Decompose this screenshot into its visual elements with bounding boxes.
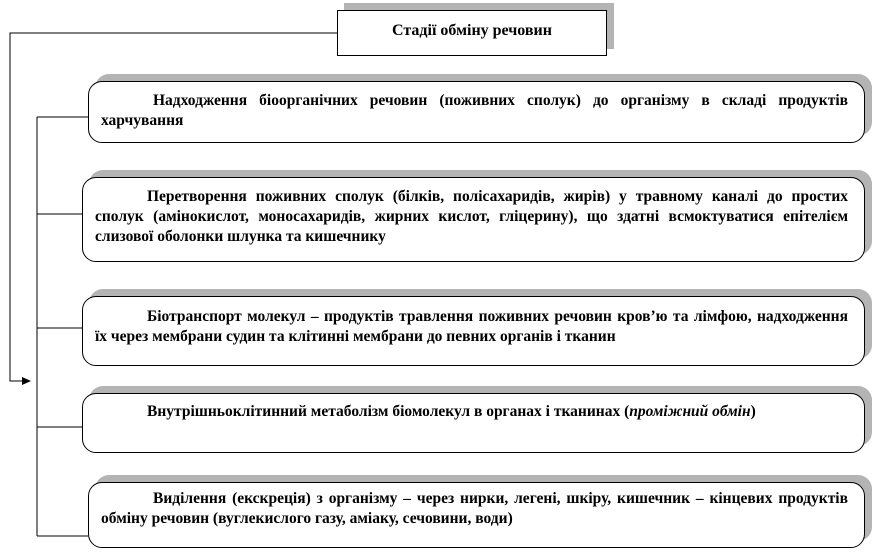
stage-biotransport-text: Біотранспорт молекул – продуктів травлення поживних речовин кров’ю та лімфою, надходження їх через мембрани судин та клітинні мембрани до певних органів і тканин	[95, 308, 848, 345]
stage-biotransport-box	[82, 296, 865, 366]
stage-metabolism-text-italic: проміжний обмін	[629, 403, 751, 420]
stage-digestion-text: Перетворення поживних сполук (білків, полісахаридів, жирів) у травному каналі до простих сполук (амінокислот, моносахаридів, жирних кислот, гліцерину), що здатні всмоктуватися епітелієм слизової оболонки шлунка та кишечнику	[95, 188, 848, 245]
arrowhead-icon	[22, 377, 31, 385]
diagram-title-text: Стадії обміну речовин	[392, 22, 552, 39]
stage-metabolism-text	[95, 402, 848, 422]
stage-metabolism-text-end: )	[750, 403, 756, 420]
stage-excretion-text: Виділення (екскреція) з організму – через нирки, легені, шкіру, кишечник – кінцевих продуктів обміну речовин (вуглекислого газу, аміаку, сечовини, води)	[101, 490, 848, 527]
stage-ingestion-text: Надходження біоорганічних речовин (поживних сполук) до організму в складі продуктів харчування	[101, 92, 848, 129]
stage-excretion-box	[88, 482, 865, 548]
stage-digestion-box	[82, 177, 865, 262]
stage-metabolism-text-start: Внутрішньоклітинний метаболізм біомолекул в органах і тканинах (	[147, 403, 630, 420]
stage-metabolism-box	[82, 393, 865, 453]
diagram-title	[337, 10, 607, 56]
stage-ingestion-box	[88, 81, 865, 143]
